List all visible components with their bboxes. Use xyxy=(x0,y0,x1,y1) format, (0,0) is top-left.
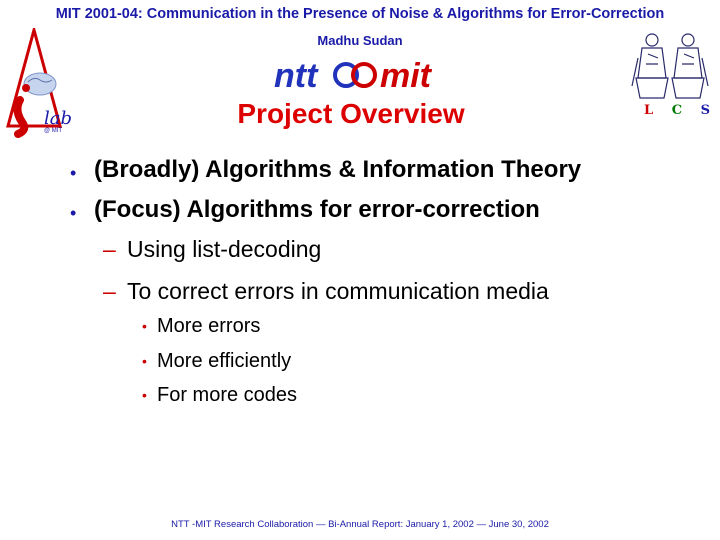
sub-bullet-correct-errors: To correct errors in communication media xyxy=(127,278,549,304)
footer-text: NTT -MIT Research Collaboration — Bi-Annual Report: January 1, 2002 — June 30, 2002 xyxy=(171,519,549,530)
dash-marker: – xyxy=(103,236,116,262)
lcs-letter-c: C xyxy=(671,103,683,118)
ilab-subtext: @ MIT xyxy=(44,128,63,134)
bullet-marker: • xyxy=(70,203,77,223)
mit-text: mit xyxy=(380,57,431,95)
sub-sub-bullet-more-codes: For more codes xyxy=(157,384,298,406)
sub-sub-bullet-more-errors: More errors xyxy=(157,315,261,337)
sub-sub-bullet-more-efficiently: More efficiently xyxy=(157,350,292,372)
sub-bullet-list-decoding: Using list-decoding xyxy=(127,236,322,262)
sub-sub-marker: • xyxy=(142,353,147,369)
bullet-marker: • xyxy=(70,163,77,183)
sub-sub-marker: • xyxy=(142,318,147,334)
bullet-focus: (Focus) Algorithms for error-correction xyxy=(94,196,540,223)
ilab-text: lab xyxy=(44,108,73,129)
lcs-letter-l: L xyxy=(644,103,654,118)
bullet-broadly: (Broadly) Algorithms & Information Theory xyxy=(94,156,582,183)
author-name: Madhu Sudan xyxy=(317,33,403,48)
ntt-mit-logo xyxy=(272,53,450,97)
lcs-letter-s: S xyxy=(700,103,710,118)
ntt-text: ntt xyxy=(274,57,318,95)
slide-title: Project Overview xyxy=(237,98,465,129)
dash-marker: – xyxy=(103,278,116,304)
sub-sub-marker: • xyxy=(142,387,147,403)
header-title: MIT 2001-04: Communication in the Presence of Noise & Algorithms for Error-Correction xyxy=(55,6,665,22)
